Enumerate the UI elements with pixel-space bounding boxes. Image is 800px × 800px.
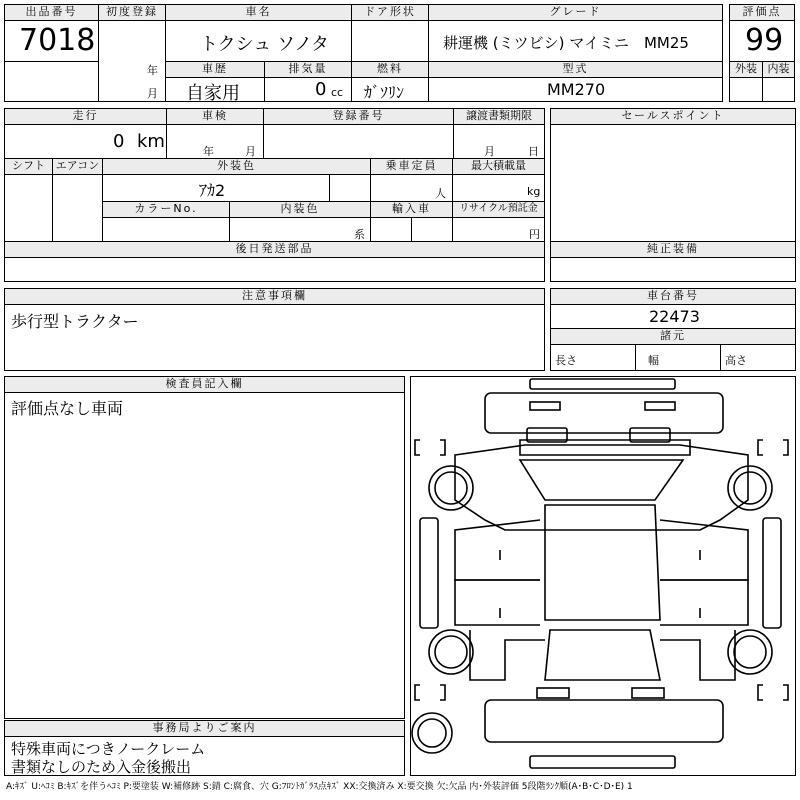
model-label: 型式 — [428, 61, 723, 78]
transfer-day-unit: 日 — [528, 145, 539, 158]
aircon-label: エアコン — [52, 158, 103, 175]
shift-label: シフト — [4, 158, 53, 175]
genuine-equipment-label: 純正装備 — [550, 241, 796, 258]
first-reg-year-unit: 年 — [147, 64, 158, 77]
interior-grade-label: 内装 — [762, 61, 795, 78]
chassis-number: 22473 — [649, 307, 700, 326]
recycle-deposit-label: リサイクル預託金 — [452, 201, 545, 218]
chassis-number-label: 車台番号 — [550, 288, 796, 305]
inspection-label: 車検 — [166, 108, 264, 125]
office-line-2: 書類なしのため入金後搬出 — [11, 758, 192, 776]
displacement: 0 — [315, 79, 327, 100]
interior-color-label: 内装色 — [229, 201, 371, 218]
inspection-month-unit: 月 — [245, 145, 256, 158]
length-label: 長さ — [555, 354, 577, 367]
mileage-label: 走行 — [4, 108, 167, 125]
history-label: 車歴 — [165, 61, 265, 78]
lot-number: 7018 — [19, 23, 96, 58]
exterior-color-label: 外装色 — [102, 158, 371, 175]
mileage: 0 — [113, 131, 125, 152]
grade-label: グレード — [428, 4, 723, 21]
displacement-label: 排気量 — [264, 61, 352, 78]
transfer-docs-label: 譲渡書類期限 — [453, 108, 545, 125]
width-label: 幅 — [648, 354, 659, 367]
car-name: トクシュ ソノタ — [200, 34, 330, 55]
score-label: 評価点 — [729, 4, 795, 21]
history: 自家用 — [186, 83, 240, 104]
height-label: 高さ — [725, 354, 747, 367]
fuel: ｶﾞｿﾘﾝ — [364, 83, 405, 102]
import-label: 輸入車 — [370, 201, 453, 218]
max-load-label: 最大積載量 — [452, 158, 545, 175]
damage-legend: A:ｷｽﾞ U:ﾍｺﾐ B:ｷｽﾞを伴うﾍｺﾐ P:要塗装 W:補修跡 S:錆 C:腐食、穴 G:ﾌﾛﾝﾄｶﾞﾗｽ点ｷｽﾞ XX:交換済み X:要交換 欠:欠品 内･外装評価 5段階ﾗﾝｸ順(A･B･C･D･E) 1 — [6, 782, 633, 792]
color-number-label: カラーNo. — [102, 201, 230, 218]
car-name-label: 車名 — [165, 4, 352, 21]
recycle-unit: 円 — [529, 228, 540, 241]
notes-label: 注意事項欄 — [4, 288, 545, 305]
capacity-label: 乗車定員 — [370, 158, 453, 175]
registration-number-label: 登録番号 — [263, 108, 454, 125]
model: MM270 — [547, 80, 606, 99]
notes-text: 歩行型トラクター — [11, 312, 139, 331]
capacity-unit: 人 — [435, 187, 446, 200]
inspection-year-unit: 年 — [203, 145, 214, 158]
score: 99 — [745, 23, 784, 58]
office-line-1: 特殊車両につきノークレーム — [11, 740, 206, 758]
interior-color-unit: 系 — [354, 228, 365, 241]
lot-number-label: 出品番号 — [4, 4, 99, 21]
exterior-color: ｱｶ2 — [199, 181, 226, 200]
office-label: 事務局よりご案内 — [4, 720, 405, 737]
fuel-label: 燃料 — [351, 61, 429, 78]
sales-points-label: セールスポイント — [550, 108, 796, 125]
first-reg-month-unit: 月 — [147, 87, 158, 100]
inspector-label: 検査員記入欄 — [4, 376, 405, 393]
max-load-unit: kg — [527, 185, 541, 198]
transfer-month-unit: 月 — [484, 145, 495, 158]
grade: 耕運機 (ミツビシ) マイミニ MM25 — [443, 34, 689, 52]
later-parts-label: 後日発送部品 — [4, 241, 545, 258]
mileage-unit: km — [137, 131, 165, 152]
first-registration-label: 初度登録 — [98, 4, 166, 21]
inspector-text: 評価点なし車両 — [11, 399, 124, 418]
dimensions-label: 諸元 — [550, 328, 796, 345]
exterior-grade-label: 外装 — [729, 61, 763, 78]
door-type-label: ドア形状 — [351, 4, 429, 21]
displacement-unit: cc — [331, 86, 344, 99]
